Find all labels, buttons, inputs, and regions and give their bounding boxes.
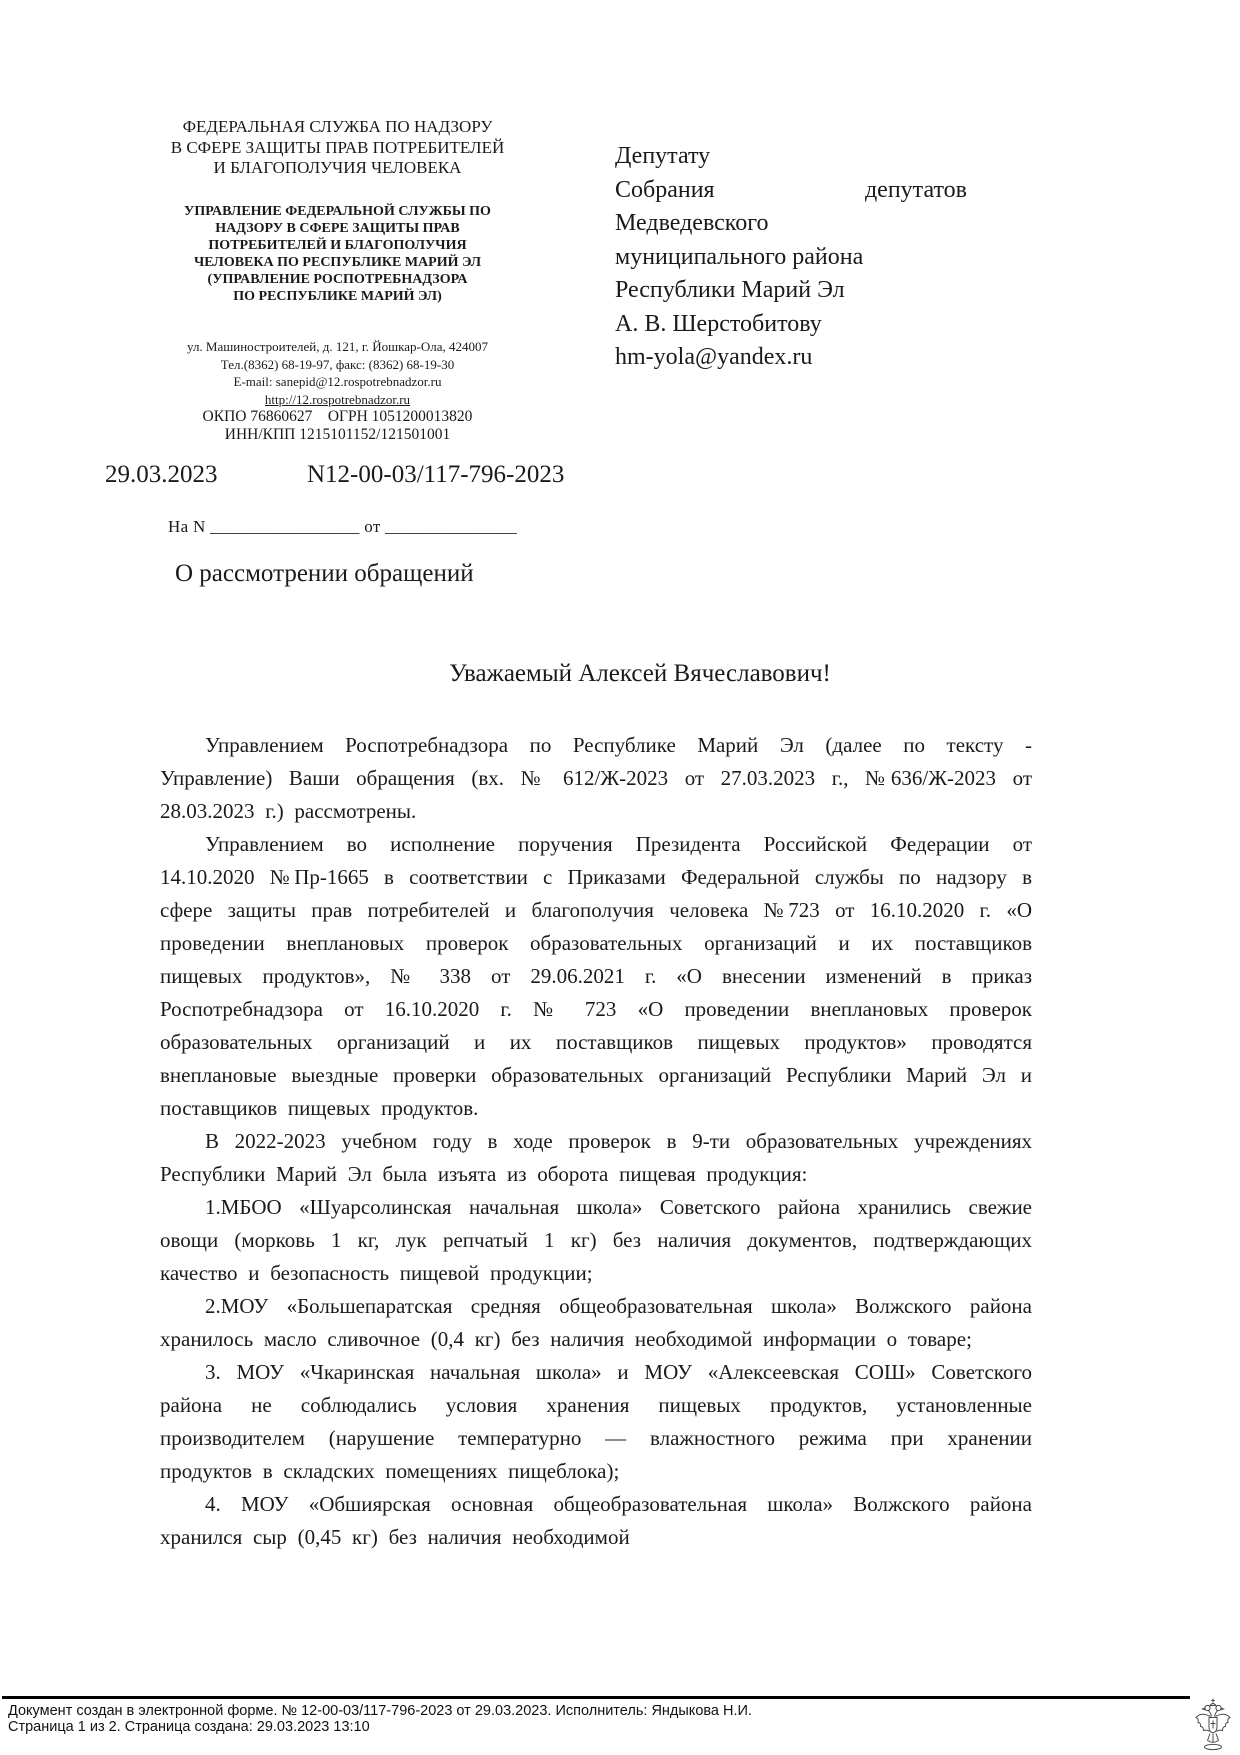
letter-body bbox=[160, 729, 1032, 1554]
contact-block bbox=[140, 338, 535, 408]
body-paragraph: Управлением Роспотребнадзора по Республике Марий Эл (далее по тексту - Управление) Ваши обращения (вх. № 612/Ж-2023 от 27.03.2023 г., №636/Ж-2023 от 28.03.2023 г.) рассмотрены. bbox=[160, 733, 1032, 823]
document-number: N12-00-03/117-796-2023 bbox=[307, 461, 565, 488]
inn-kpp: ИНН/КПП 1215101152/121501001 bbox=[224, 425, 451, 443]
document-date: 29.03.2023 bbox=[105, 461, 218, 488]
okpo-ogrn: ОКПО 76860627 ОГРН 1051200013820 bbox=[202, 408, 473, 425]
department-line: (УПРАВЛЕНИЕ РОСПОТРЕБНАДЗОРА bbox=[207, 272, 468, 287]
rospotrebnadzor-double-eagle-icon bbox=[1193, 1697, 1233, 1752]
body-list-item: 2.МОУ «Большепаратская средняя общеобразовательная школа» Волжского района хранилось масло сливочное (0,4 кг) без наличия необходимой информации о товаре; bbox=[160, 1294, 1032, 1351]
recipient-line: Депутату bbox=[615, 143, 711, 169]
recipient-block bbox=[615, 140, 967, 375]
recipient-line: Собрания депутатов Медведевского bbox=[615, 176, 967, 236]
department-line: ПО РЕСПУБЛИКЕ МАРИЙ ЭЛ) bbox=[233, 289, 442, 304]
body-paragraph: В 2022-2023 учебном году в ходе проверок в 9-ти образовательных учреждениях Республики Марий Эл была изъята из оборота пищевая продукция: bbox=[160, 1129, 1032, 1186]
phone-fax: Тел.(8362) 68-19-97, факс: (8362) 68-19-30 bbox=[220, 356, 455, 372]
body-list-item: 3. МОУ «Чкаринская начальная школа» и МОУ «Алексеевская СОШ» Советского района не соблюдались условия хранения пищевых продуктов, установленные производителем (нарушение температурно — влажностного режима при хранении продуктов в складских помещениях пищеблока); bbox=[160, 1360, 1032, 1483]
agency-line: ФЕДЕРАЛЬНАЯ СЛУЖБА ПО НАДЗОРУ bbox=[182, 117, 493, 136]
subject-line: О рассмотрении обращений bbox=[175, 560, 474, 587]
postal-address: ул. Машиностроителей, д. 121, г. Йошкар-Ола, 424007 bbox=[187, 339, 488, 354]
website-link[interactable]: http://12.rospotrebnadzor.ru bbox=[264, 391, 411, 407]
recipient-email: hm-yola@yandex.ru bbox=[615, 344, 813, 370]
footer-divider bbox=[2, 1696, 1190, 1699]
department-line: НАДЗОРУ В СФЕРЕ ЗАЩИТЫ ПРАВ bbox=[215, 221, 460, 236]
recipient-line: муниципального района bbox=[615, 243, 864, 270]
agency-name-block bbox=[140, 117, 535, 179]
recipient-line: А. В. Шерстобитову bbox=[615, 310, 822, 337]
footer-page-info: Страница 1 из 2. Страница создана: 29.03.2023 13:10 bbox=[8, 1719, 370, 1735]
body-list-item: 4. МОУ «Обшиярская основная общеобразовательная школа» Волжского района хранился сыр (0,45 кг) без наличия необходимой bbox=[160, 1492, 1032, 1549]
reply-reference-line: На N _________________ от _______________ bbox=[168, 517, 518, 536]
salutation: Уважаемый Алексей Вячеславович! bbox=[449, 660, 831, 687]
org-codes-block bbox=[140, 408, 535, 443]
agency-line: И БЛАГОПОЛУЧИЯ ЧЕЛОВЕКА bbox=[213, 158, 462, 177]
department-line: ЧЕЛОВЕКА ПО РЕСПУБЛИКЕ МАРИЙ ЭЛ bbox=[193, 255, 482, 270]
footer-document-info: Документ создан в электронной форме. № 12-00-03/117-796-2023 от 29.03.2023. Исполнитель: Яндыкова Н.И. bbox=[8, 1703, 752, 1719]
department-line: УПРАВЛЕНИЕ ФЕДЕРАЛЬНОЙ СЛУЖБЫ ПО bbox=[184, 204, 491, 219]
department-line: ПОТРЕБИТЕЛЕЙ И БЛАГОПОЛУЧИЯ bbox=[208, 238, 467, 253]
body-paragraph: Управлением во исполнение поручения Президента Российской Федерации от 14.10.2020 №Пр-1665 в соответствии с Приказами Федеральной службы по надзору в сфере защиты прав потребителей и благополучия человека №723 от 16.10.2020 г. «О проведении внеплановых проверок образовательных организаций и их поставщиков пищевых продуктов», № 338 от 29.06.2021 г. «О внесении изменений в приказ Роспотребнадзора от 16.10.2020 г. № 723 «О проведении внеплановых проверок образовательных организаций и их поставщиков пищевых продуктов» проводятся внеплановые выездные проверки образовательных организаций Республики Марий Эл и поставщиков пищевых продуктов. bbox=[160, 832, 1032, 1120]
agency-line: В СФЕРЕ ЗАЩИТЫ ПРАВ ПОТРЕБИТЕЛЕЙ bbox=[170, 137, 505, 157]
footer-block bbox=[8, 1703, 1108, 1735]
body-list-item: 1.МБОО «Шуарсолинская начальная школа» Советского района хранились свежие овощи (морковь 1 кг, лук репчатый 1 кг) без наличия документов, подтверждающих качество и безопасность пищевой продукции; bbox=[160, 1195, 1032, 1285]
recipient-line: Республики Марий Эл bbox=[615, 277, 845, 303]
department-name-block bbox=[140, 203, 535, 305]
email-address: E-mail: sanepid@12.rospotrebnadzor.ru bbox=[233, 374, 442, 389]
